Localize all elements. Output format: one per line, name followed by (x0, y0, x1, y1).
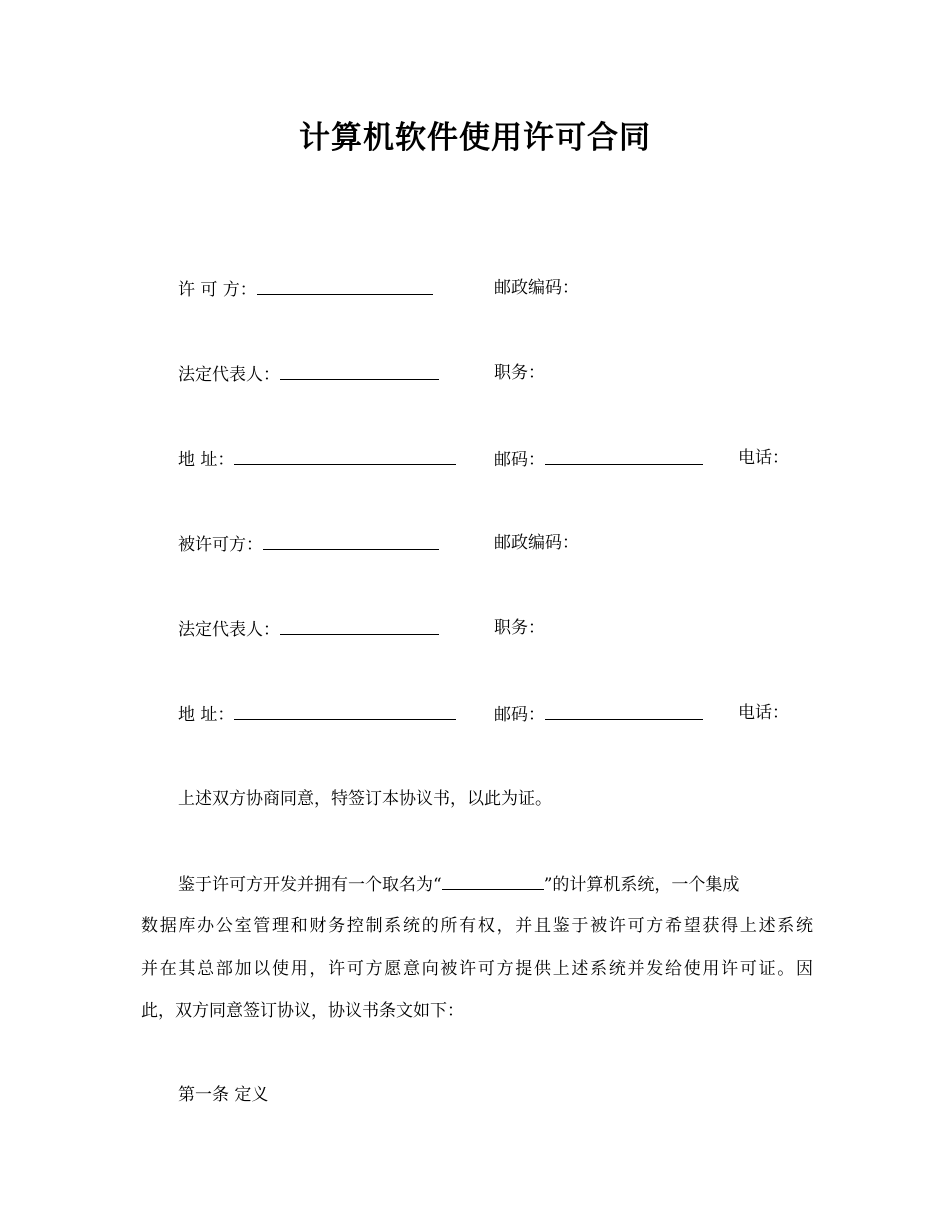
licensor-phone-row (738, 446, 789, 470)
licensee-rep-label: 法定代表人： (178, 620, 280, 640)
licensee-postcode-row (494, 531, 579, 555)
licensor-zip-row (494, 446, 703, 472)
licensee-party-label: 被许可方： (178, 535, 263, 555)
system-name-field[interactable] (442, 871, 544, 890)
licensor-postcode-label: 邮政编码： (494, 278, 579, 298)
preamble-line-4: 此，双方同意签订协议，协议书条文如下： (141, 1001, 464, 1021)
licensor-rep-field[interactable] (280, 361, 439, 380)
licensor-address-row (178, 446, 456, 472)
article-1-heading: 第一条 定义 (178, 1085, 269, 1105)
licensee-position-row (494, 616, 545, 640)
licensor-position-row (494, 361, 545, 385)
licensee-rep-row (178, 616, 439, 642)
licensee-zip-field[interactable] (545, 701, 703, 720)
licensee-party-field[interactable] (263, 531, 439, 550)
agreement-statement: 上述双方协商同意，特签订本协议书，以此为证。 (178, 789, 552, 809)
page-title: 计算机软件使用许可合同 (299, 120, 651, 156)
preamble-line-1 (178, 871, 739, 897)
licensor-zip-field[interactable] (545, 446, 703, 465)
licensor-phone-label: 电话： (738, 448, 789, 468)
licensor-address-label: 地 址： (178, 450, 235, 470)
preamble-line-1-post: ”的计算机系统，一个集成 (543, 875, 740, 895)
preamble-line-2: 数据库办公室管理和财务控制系统的所有权，并且鉴于被许可方希望获得上述系统 (141, 916, 813, 936)
licensor-rep-label: 法定代表人： (178, 365, 280, 385)
licensee-phone-row (738, 701, 789, 725)
licensor-address-field[interactable] (234, 446, 456, 465)
licensee-address-row (178, 701, 456, 727)
licensee-address-label: 地 址： (178, 705, 235, 725)
licensor-postcode-row (494, 276, 579, 300)
licensee-address-field[interactable] (234, 701, 456, 720)
licensor-rep-row (178, 361, 439, 387)
licensor-party-field[interactable] (257, 276, 433, 295)
licensor-party-row (178, 276, 433, 302)
licensee-phone-label: 电话： (738, 703, 789, 723)
licensee-position-label: 职务： (494, 618, 545, 638)
preamble-line-3: 并在其总部加以使用，许可方愿意向被许可方提供上述系统并发给使用许可证。因 (141, 959, 813, 979)
licensee-party-row (178, 531, 439, 557)
licensor-party-label: 许 可 方： (178, 280, 257, 300)
licensee-postcode-label: 邮政编码： (494, 533, 579, 553)
licensor-position-label: 职务： (494, 363, 545, 383)
licensor-zip-label: 邮码： (494, 450, 545, 470)
licensee-rep-field[interactable] (280, 616, 439, 635)
licensee-zip-label: 邮码： (494, 705, 545, 725)
licensee-zip-row (494, 701, 703, 727)
preamble-line-1-pre: 鉴于许可方开发并拥有一个取名为“ (178, 875, 442, 895)
